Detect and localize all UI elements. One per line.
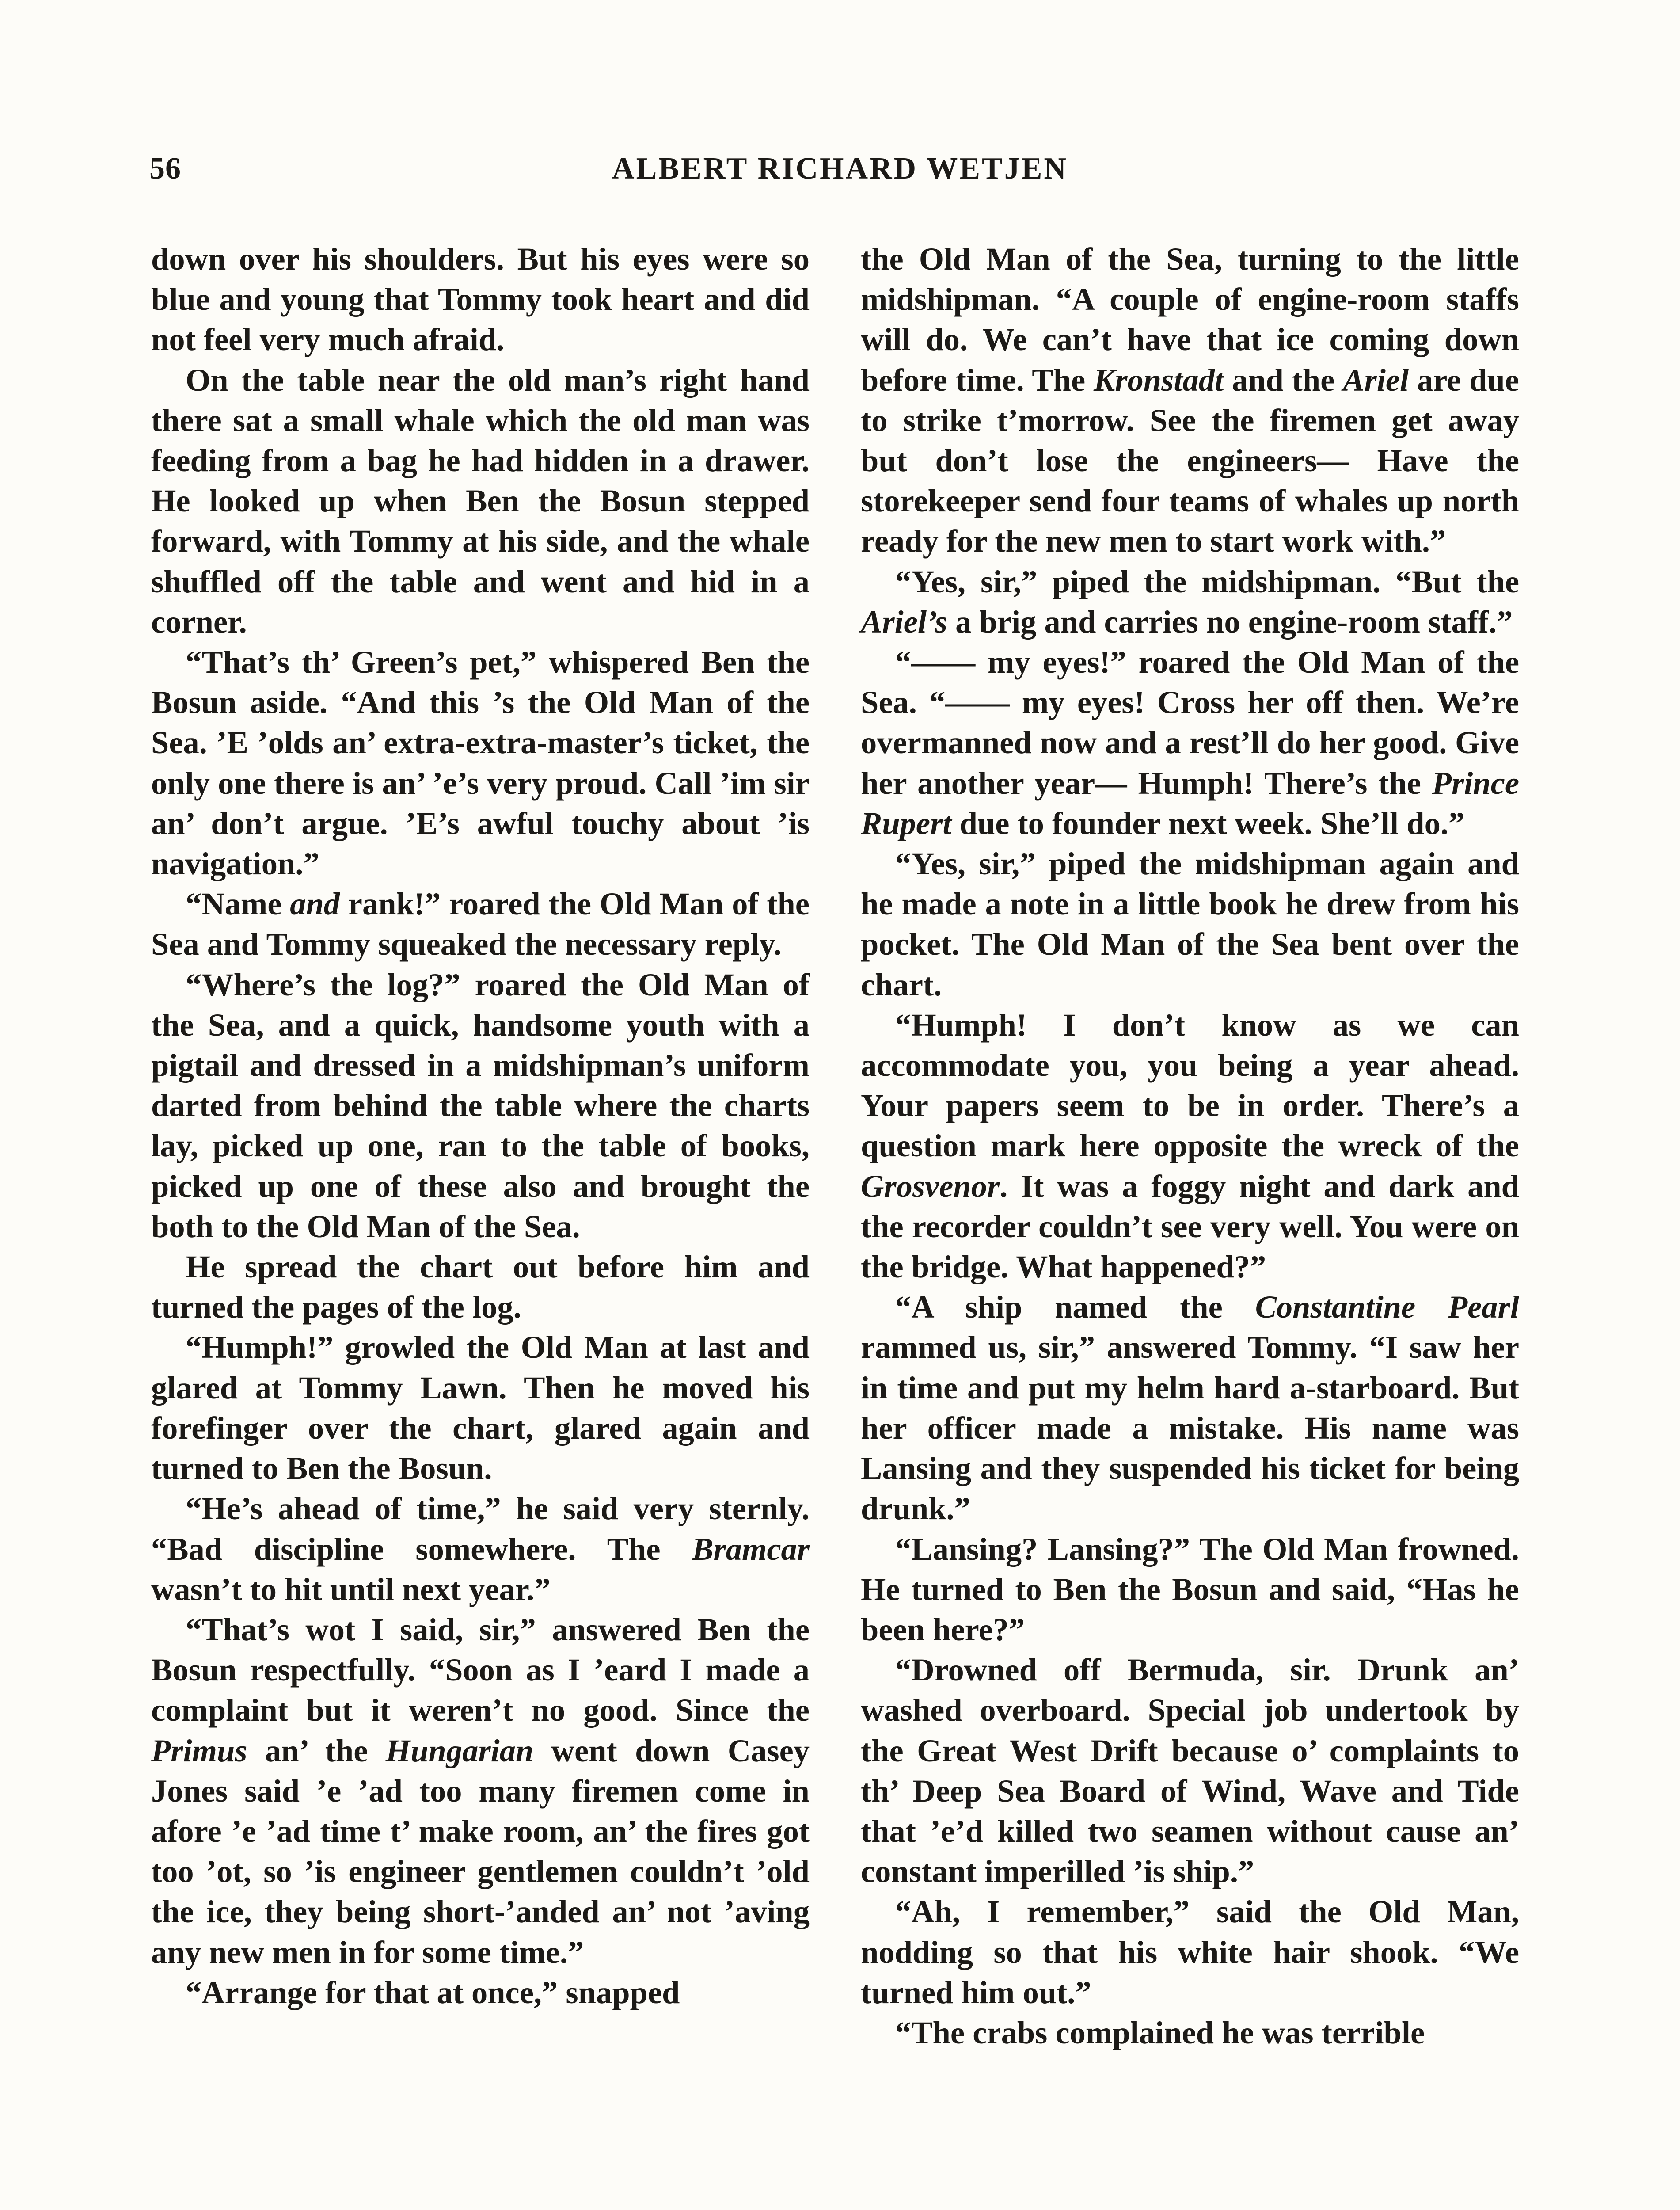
- italic-text: Ariel: [1343, 362, 1409, 398]
- italic-text: Grosvenor: [861, 1168, 1000, 1204]
- text-run: rank!” roared the Old Man of the Sea and Tommy squeaked the necessary reply.: [151, 886, 810, 962]
- left-column: [151, 239, 810, 2012]
- paragraph: [861, 2012, 1519, 2053]
- paragraph: [151, 642, 810, 884]
- paragraph: [151, 239, 810, 360]
- text-run: “He’s ahead of time,” he said very sternly. “Bad discipline somewhere. The: [151, 1490, 810, 1567]
- paragraph: [861, 1005, 1519, 1287]
- text-run: the Old Man of the Sea, turning to the little midshipman. “A couple of engine-room staffs will do. We can’t have that ice coming down before time. The: [861, 241, 1519, 398]
- paragraph: [151, 1246, 810, 1327]
- page-number: 56: [149, 152, 181, 186]
- paragraph: [151, 1972, 810, 2012]
- paragraph: [151, 884, 810, 964]
- text-run: due to founder next week. She’ll do.”: [951, 805, 1465, 841]
- paragraph: [151, 1609, 810, 1972]
- text-run: “—— my eyes!” roared the Old Man of the Sea. “—— my eyes! Cross her off then. We’re overmanned now and a rest’ll do her good. Give her another year— Humph! There’s the: [861, 644, 1519, 801]
- text-run: “Humph! I don’t know as we can accommodate you, you being a year ahead. Your papers seem to be in order. There’s a question mark here opposite the wreck of the: [861, 1006, 1519, 1164]
- paragraph: [151, 360, 810, 642]
- text-run: a brig and carries no engine-room staff.”: [947, 603, 1513, 640]
- text-run: went down Casey Jones said ’e ’ad too many firemen come in afore ’e ’ad time t’ make room, an’ the fires got too ’ot, so ’is engineer gentlemen couldn’t ’old the ice, they being short-’anded an’ not ’aving any new men in for some time.”: [151, 1732, 810, 1970]
- text-run: down over his shoulders. But his eyes were so blue and young that Tommy took heart and did not feel very much afraid.: [151, 241, 810, 358]
- paragraph: [861, 843, 1519, 1005]
- text-run: He spread the chart out before him and turned the pages of the log.: [151, 1249, 810, 1325]
- paragraph: [151, 964, 810, 1246]
- text-run: “Name: [186, 886, 290, 922]
- text-run: “Ah, I remember,” said the Old Man, nodding so that his white hair shook. “We turned him out.”: [861, 1894, 1519, 2010]
- paragraph: [861, 642, 1519, 843]
- paragraph: [861, 561, 1519, 642]
- text-run: “The crabs complained he was terrible: [895, 2014, 1425, 2050]
- text-run: “Lansing? Lansing?” The Old Man frowned. He turned to Ben the Bosun and said, “Has he been here?”: [861, 1531, 1519, 1647]
- italic-text: and: [290, 886, 340, 922]
- text-run: “That’s wot I said, sir,” answered Ben the Bosun respectfully. “Soon as I ’eard I made a complaint but it weren’t no good. Since the: [151, 1611, 810, 1728]
- text-run: “Yes, sir,” piped the midshipman. “But the: [895, 563, 1519, 599]
- paragraph: [151, 1327, 810, 1488]
- text-run: wasn’t to hit until next year.”: [151, 1571, 551, 1607]
- text-run: and the: [1224, 362, 1343, 398]
- paragraph: [151, 1488, 810, 1609]
- paragraph: [861, 1529, 1519, 1650]
- text-run: “That’s th’ Green’s pet,” whispered Ben the Bosun aside. “And this ’s the Old Man of the Sea. ’E ’olds an’ extra-extra-master’s ticket, the only one there is an’ ’e’s very proud. Call ’im sir an’ don’t argue. ’E’s awful touchy about ’is navigation.”: [151, 644, 810, 882]
- paragraph: [861, 1287, 1519, 1528]
- text-run: are due to strike t’morrow. See the firemen get away but don’t lose the engineers— Have the storekeeper send four teams of whales up north ready for the new men to start work with.”: [861, 362, 1519, 559]
- text-run: “Drowned off Bermuda, sir. Drunk an’ washed overboard. Special job undertook by the Great West Drift because o’ complaints to th’ Deep Sea Board of Wind, Wave and Tide that ’e’d killed two seamen without cause an’ constant imperilled ’is ship.”: [861, 1652, 1519, 1890]
- text-run: “Yes, sir,” piped the midshipman again and he made a note in a little book he drew from his pocket. The Old Man of the Sea bent over the chart.: [861, 846, 1519, 1002]
- italic-text: Bramcar: [692, 1531, 810, 1567]
- italic-text: Ariel’s: [861, 603, 948, 640]
- text-run: an’ the: [247, 1732, 386, 1768]
- italic-text: Prince Rupert: [861, 765, 1519, 841]
- text-run: “Where’s the log?” roared the Old Man of the Sea, and a quick, handsome youth with a pigtail and dressed in a midshipman’s uniform darted from behind the table where the charts lay, picked up one, ran to the table of books, picked up one of these also and brought the both to the Old Man of the Sea.: [151, 966, 810, 1244]
- italic-text: Primus: [151, 1732, 247, 1768]
- paragraph: [861, 1891, 1519, 2012]
- text-run: “Humph!” growled the Old Man at last and glared at Tommy Lawn. Then he moved his forefinger over the chart, glared again and turned to Ben the Bosun.: [151, 1329, 810, 1486]
- running-head: ALBERT RICHARD WETJEN: [612, 152, 1068, 186]
- paragraph: [861, 239, 1519, 561]
- text-run: “A ship named the: [895, 1289, 1255, 1325]
- italic-text: Constantine Pearl: [1255, 1289, 1520, 1325]
- text-run: On the table near the old man’s right hand there sat a small whale which the old man was feeding from a bag he had hidden in a drawer. He looked up when Ben the Bosun stepped forward, with Tommy at his side, and the whale shuffled off the table and went and hid in a corner.: [151, 362, 810, 640]
- italic-text: Kronstadt: [1093, 362, 1224, 398]
- italic-text: Hungarian: [385, 1732, 534, 1768]
- right-column: [861, 239, 1519, 2053]
- text-run: “Arrange for that at once,” snapped: [186, 1974, 680, 2010]
- text-run: rammed us, sir,” answered Tommy. “I saw her in time and put my helm hard a-starboard. But her officer made a mistake. His name was Lansing and they suspended his ticket for being drunk.”: [861, 1329, 1519, 1527]
- text-run: . It was a foggy night and dark and the recorder couldn’t see very well. You were on the bridge. What happened?”: [861, 1168, 1519, 1285]
- paragraph: [861, 1650, 1519, 1891]
